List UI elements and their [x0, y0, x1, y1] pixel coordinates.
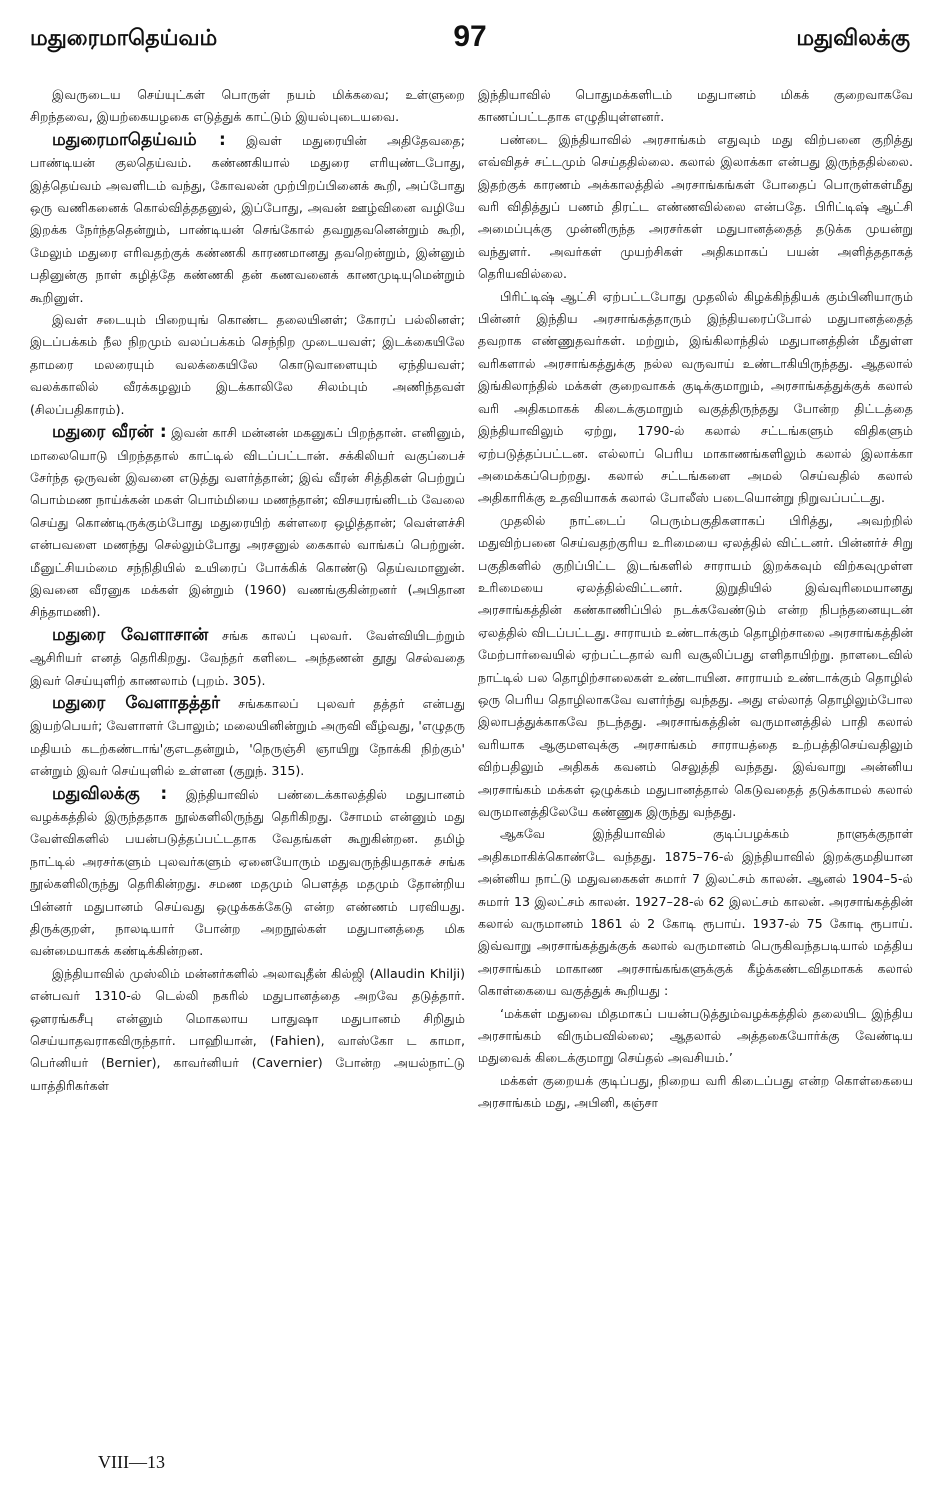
paragraph: [478, 84, 913, 129]
page-header: [30, 20, 910, 64]
paragraph: [30, 129, 465, 309]
paragraph: [30, 963, 465, 1097]
paragraph: [478, 1003, 913, 1070]
paragraph: [30, 783, 465, 963]
entry-headword: மதுரை வேளாதத்தர்: [52, 692, 220, 713]
paragraph-text: பண்டை இந்தியாவில் அரசாங்கம் எதுவும் மது விற்பனை குறித்து எவ்விதச் சட்டமும் செய்ததில்லை. கலால் இலாக்கா என்பது இருந்ததில்லை. இதற்குக் காரணம் அக்காலத்தில் அரசாங்கங்கள் போதைப் பொருள்கள்மீது வரி விதித்துப் பணம் திரட்ட எண்ணவில்லை என்பதே. பிரிட்டிஷ் ஆட்சி அமைப்புக்கு முன்னிருந்த அரசர்கள் மதுபானத்தைத் தடுக்க முயன்று வந்துளர். அவர்கள் முயற்சிகள் அதிகமாகப் பயன் அளித்ததாகத் தெரியவில்லை.: [478, 131, 913, 282]
running-head-left: மதுரைமாதெய்வம்: [30, 26, 218, 51]
paragraph: [478, 823, 913, 1002]
running-head-right: மதுவிலக்கு: [796, 26, 910, 51]
paragraph: [30, 421, 465, 624]
paragraph: [478, 1070, 913, 1115]
paragraph: [30, 84, 465, 129]
entry-headword: மதுரை வீரன் :: [52, 422, 167, 443]
paragraph: [30, 692, 465, 783]
page-number: 97: [453, 20, 487, 53]
paragraph-text: ‘மக்கள் மதுவை மிதமாகப் பயன்படுத்தும்வழக்கத்தில் தலையிட இந்திய அரசாங்கம் விரும்பவில்லை; ஆதலால் அத்தகையோர்க்கு வேண்டிய மதுவைக் கிடைக்குமாறு செய்தல் அவசியம்.’: [478, 1005, 913, 1066]
paragraph-text: இவள் சடையும் பிறையுங் கொண்ட தலையினள்; கோரப் பல்லினள்; இடப்பக்கம் நீல நிறமும் வலப்பக்கம் செந்நிற முடையவள்; இடக்கையிலே தாமரை மலரையும் வலக்கையிலே கொடுவாளையும் ஏந்தியவள்; வலக்காலில் வீரக்கழலும் இடக்காலிலே சிலம்பும் அணிந்தவள் (சிலப்பதிகாரம்).: [30, 312, 465, 417]
left-column: [30, 84, 465, 1097]
right-column: [478, 84, 913, 1115]
entry-headword: மதுரை வேளாசான்: [52, 624, 209, 645]
paragraph-text: பிரிட்டிஷ் ஆட்சி ஏற்பட்டபோது முதலில் கிழக்கிந்தியக் கும்பினியாரும் பின்னர் இந்திய அரசாங்கத்தாரும் இந்தியரைப்போல் மதுபானத்தைத் தவறாக எண்ணுதவர்கள். மற்றும், இங்கிலாந்தில் மதுபானத்தின் மீதுள்ள வரிகளால் அரசாங்கத்துக்கு நல்ல வருவாய் உண்டாகியிருந்தது. ஆதலால் இங்கிலாந்தில் மக்கள் குறைவாகக் குடிக்குமாறும், அரசாங்கத்துக்குக் கலால் வரி அதிகமாகக் கிடைக்குமாறும் வகுத்திருந்தது போன்ற திட்டத்தை இந்தியாவிலும் ஏற்று, 1790-ல் கலால் சட்டங்களும் விதிகளும் ஏற்படுத்தப்பட்டன. எல்லாப் பெரிய மாகாணங்களிலும் கலால் இலாக்கா அமைக்கப்பெற்றது. கலால் சட்டங்களை அமல் செய்வதில் கலால் அதிகாரிக்கு உதவியாகக் கலால் போலீஸ் படையொன்று நிறுவப்பட்டது.: [478, 288, 913, 506]
paragraph-text: சங்ககாலப் புலவர் தத்தர் என்பது இயற்பெயர்; வேளாளர் போலும்; மலையினின்றும் அருவி வீழ்வது, 'எழுதரு மதியம் கடற்கண்டாங்'குஎடதன்றும், 'நெருஞ்சி ஞாயிறு நோக்கி நிற்கும்' என்றும் இவர் செய்யுளில் உள்ளன (குறுந். 315).: [30, 695, 466, 779]
paragraph: [478, 129, 913, 286]
entry-headword: மதுரைமாதெய்வம் :: [52, 129, 226, 150]
paragraph-text: இவள் மதுரையின் அதிதேவதை; பாண்டியன் குலதெய்வம். கண்ணகியால் மதுரை எரியுண்டபோது, இத்தெய்வம் அவளிடம் வந்து, கோவலன் முற்பிறப்பினைக் கூறி, அப்போது ஒரு வணிகனைக் கொல்வித்ததனுல், இப்போது, அவன் ஊழ்வினை வழியே இறக்க நேர்ந்ததென்றும், பாண்டியன் செங்கோல் தவறுதவனென்றும் கூறி, மேலும் மதுரை எரிவதற்குக் கண்ணகி காரணமானது தவறென்றும், இன்னும் பதினுன்கு நாள் கழித்தே கண்ணகி தன் கணவனைக் காணமுடியுமென்றும் கூறினுள்.: [30, 132, 465, 305]
paragraph-text: இவருடைய செய்யுட்கள் பொருள் நயம் மிக்கவை; உள்ளுறை சிறந்தவை, இயற்கையழகை எடுத்துக் காட்டும் இயல்புடையவை.: [30, 87, 465, 125]
paragraph-text: இவன் காசி மன்னன் மகனுகப் பிறந்தான். எனினும், மாலையொடு பிறந்ததால் காட்டில் விடப்பட்டான். சக்கிலியர் வகுப்பைச் சேர்ந்த ஒருவன் இவனை எடுத்து வளர்த்தான்; இவ் வீரன் சித்திகள் பெற்றுப் பொம்மண நாய்க்கன் மகள் பொம்மியை மணந்தான்; விசயரங்னிடம் வேலை செய்து கொண்டிருக்கும்போது மதுரையிற் கள்ளரை ஒழித்தான்; வெள்ளச்சி என்பவளை மணந்து செல்லும்போது அரசனுல் கைகால் வாங்கப் பெற்றுன். மீனுட்சியம்மை சந்நிதியில் உயிரைப் போக்கிக் கொண்டு தெய்வமானுன். இவனை வீரனுக மக்கள் இன்றும் (1960) வணங்குகின்றனர் (அபிதான சிந்தாமணி).: [30, 425, 466, 620]
paragraph-text: இந்தியாவில் முஸ்லிம் மன்னர்களில் அலாவுதீன் கில்ஜி (Allaudin Khilji) என்பவர் 1310-ல் டெல்லி நகரில் மதுபானத்தை அறவே தடுத்தார். ஔரங்கசீபு என்னும் மொகலாய பாதுஷா மதுபானம் சிறிதும் செய்யாதவராகவிருந்தார். பாஹியான், (Fahien), வாஸ்கோ ட காமா, பெர்னியர் (Bernier), காவர்னியர் (Cavernier) போன்ற அயல்நாட்டு யாத்திரிகர்கள்: [30, 965, 465, 1093]
entry-headword: மதுவிலக்கு :: [52, 783, 168, 804]
paragraph-text: ஆகவே இந்தியாவில் குடிப்பழக்கம் நாளுக்குநாள் அதிகமாகிக்கொண்டே வந்தது. 1875–76-ல் இந்தியாவில் இறக்குமதியான அன்னிய நாட்டு மதுவகைகள் சுமார் 7 இலட்சம் காலன். ஆனல் 1904–5-ல் சுமார் 13 இலட்சம் காலன். 1927–28-ல் 62 இலட்சம் காலன். அரசாங்கத்தின் கலால் வருமானம் 1861 ல் 2 கோடி ரூபாய். 1937-ல் 75 கோடி ரூபாய். இவ்வாறு அரசாங்கத்துக்குக் கலால் வருமானம் பெருகிவந்தபடியால் மத்திய அரசாங்கம் மாகாண அரசாங்கங்களுக்குக் கீழ்க்கண்டவிதமாகக் கலால் கொள்கையை வகுத்துக் கூறியது :: [478, 826, 913, 999]
paragraph: [478, 286, 913, 510]
paragraph-text: மக்கள் குறையக் குடிப்பது, நிறைய வரி கிடைப்பது என்ற கொள்கையை அரசாங்கம் மது, அபினி, கஞ்சா: [478, 1072, 913, 1111]
paragraph-text: இந்தியாவில் பொதுமக்களிடம் மதுபானம் மிகக் குறைவாகவே காணப்பட்டதாக எழுதியுள்ளனர்.: [478, 87, 913, 125]
paragraph: [30, 309, 465, 421]
paragraph-text: முதலில் நாட்டைப் பெரும்பகுதிகளாகப் பிரித்து, அவற்றில் மதுவிற்பனை செய்வதற்குரிய உரிமையை ஏலத்தில் விட்டனர். பின்னர்ச் சிறு பகுதிகளில் குறிப்பிட்ட இடங்களில் சாராயம் இறக்கவும் விற்கவுமுள்ள உரிமையை ஏலத்தில்விட்டனர். இறுதியில் இவ்வுரிமையானது அரசாங்கத்தின் கண்காணிப்பில் நடக்கவேண்டும் என்ற நிபந்தனையுடன் ஏலத்தில் விடப்பட்டது. சாராயம் உண்டாக்கும் தொழிற்சாலை அரசாங்கத்தின் மேற்பார்வையில் ஏற்பட்டதால் வரி வசூலிப்பது எளிதாயிற்று. நாளடைவில் நாட்டில் பல தொழிற்சாலைகள் உண்டாயின. சாராயம் உண்டாக்கும் தொழில் ஒரு பெரிய தொழிலாகவே வளர்ந்து வந்தது. அது எல்லாத் தொழிலும்போல இலாபத்துக்காகவே நடந்தது. அரசாங்கத்தின் வருமானத்தில் பாதி கலால் வரியாக ஆகுமளவுக்கு அரசாங்கம் சாராயத்தை உற்பத்திசெய்வதிலும் விற்பதிலும் அதிகக் கவனம் செலுத்தி வந்தது. இவ்வாறு அன்னிய அரசாங்கம் மக்கள் ஒழுக்கம் மதுபானத்தால் கெடுவதைத் தடுக்காமல் கலால் வருமானத்திலேயே கண்ணுக இருந்து வந்தது.: [478, 512, 913, 819]
paragraph: [478, 510, 913, 824]
paragraph-text: சங்க காலப் புலவர். வேள்வியிடற்றும் ஆசிரியர் எனத் தெரிகிறது. வேந்தர் களிடை அந்தணன் தூது செல்வதை இவர் செய்யுளிற் காணலாம் (புறம். 305).: [30, 627, 465, 688]
paragraph-text: இந்தியாவில் பண்டைக்காலத்தில் மதுபானம் வழக்கத்தில் இருந்ததாக நூல்களிலிருந்து தெரிகிறது. சோமம் என்னும் மது வேள்விகளில் பயன்படுத்தப்பட்டதாக வேதங்கள் கூறுகின்றன. தமிழ் நாட்டில் அரசர்களும் புலவர்களும் ஏனையோரும் மதுவருந்தியதாகச் சங்க நூல்களிலிருந்து தெரிகின்றது. சமண மதமும் பௌத்த மதமும் தோன்றிய பின்னர் மதுபானம் செய்வது ஒழுக்கக்கேடு என்ற எண்ணம் பரவியது. திருக்குறள், நாலடியார் போன்ற அறநூல்கள் மதுபானத்தை மிக வன்மையாகக் கண்டிக்கின்றன.: [30, 786, 465, 959]
signature-mark: VIII—13: [98, 1452, 165, 1472]
paragraph: [30, 624, 465, 692]
